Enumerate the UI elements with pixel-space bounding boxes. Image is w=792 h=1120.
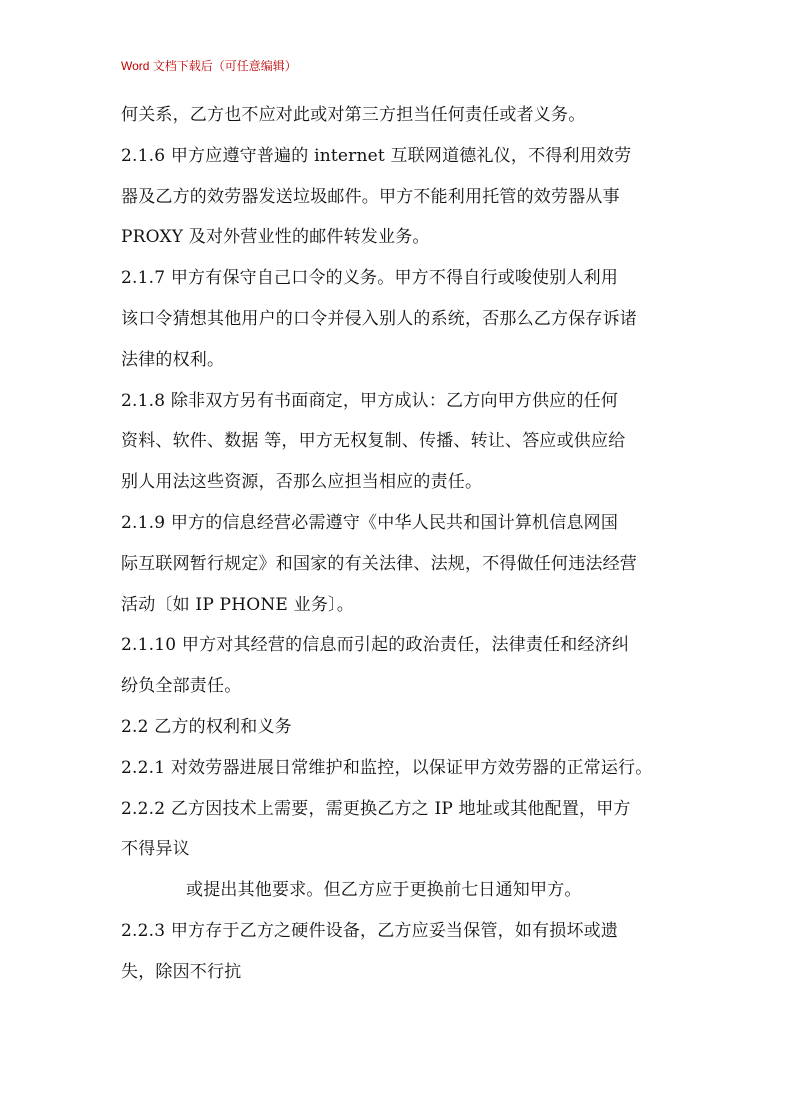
paragraph-line: 际互联网暂行规定》和国家的有关法律、法规，不得做任何违法经营 [121, 553, 637, 574]
paragraph-line: 法律的权利。 [121, 349, 225, 370]
page-header-label: Word 文档下载后（可任意编辑） [121, 59, 297, 73]
document-body [121, 95, 677, 993]
section-heading: 2.2 乙方的权利和义务 [121, 716, 292, 737]
paragraph-line: 该口令猜想其他用户的口令并侵入别人的系统，否那么乙方保存诉诸 [121, 308, 637, 329]
paragraph-line: PROXY 及对外营业性的邮件转发业务。 [121, 227, 430, 248]
paragraph-line: 2.2.1 对效劳器进展日常维护和监控，以保证甲方效劳器的正常运行。 [121, 757, 653, 778]
paragraph-line: 纷负全部责任。 [121, 676, 242, 697]
paragraph-line: 资料、软件、数据 等，甲方无权复制、传播、转让、答应或供应给 [121, 431, 626, 452]
paragraph-line: 2.2.2 乙方因技术上需要，需更换乙方之 IP 地址或其他配置，甲方 [121, 798, 631, 819]
paragraph-line: 2.1.7 甲方有保守自己口令的义务。甲方不得自行或唆使别人利用 [121, 268, 619, 289]
paragraph-line: 2.1.9 甲方的信息经营必需遵守《中华人民共和国计算机信息网国 [121, 512, 619, 533]
paragraph-line: 何关系，乙方也不应对此或对第三方担当任何责任或者义务。 [121, 105, 586, 125]
paragraph-line: 失，除因不行抗 [121, 961, 242, 982]
paragraph-line: 2.1.10 甲方对其经营的信息而引起的政治责任，法律责任和经济纠 [121, 635, 630, 656]
paragraph-line: 器及乙方的效劳器发送垃圾邮件。甲方不能利用托管的效劳器从事 [121, 186, 620, 207]
paragraph-line: 不得异议 [121, 839, 190, 860]
paragraph-line: 2.1.8 除非双方另有书面商定，甲方成认：乙方向甲方供应的任何 [121, 390, 619, 411]
paragraph-line: 活动〔如 IP PHONE 业务〕。 [121, 594, 354, 615]
paragraph-line: 2.2.3 甲方存于乙方之硬件设备，乙方应妥当保管，如有损坏或遗 [121, 920, 619, 941]
paragraph-line-indented: 或提出其他要求。但乙方应于更换前七日通知甲方。 [186, 880, 582, 901]
paragraph-line: 2.1.6 甲方应遵守普遍的 internet 互联网道德礼仪，不得利用效劳 [121, 145, 632, 166]
paragraph-line: 别人用法这些资源，否那么应担当相应的责任。 [121, 472, 483, 493]
